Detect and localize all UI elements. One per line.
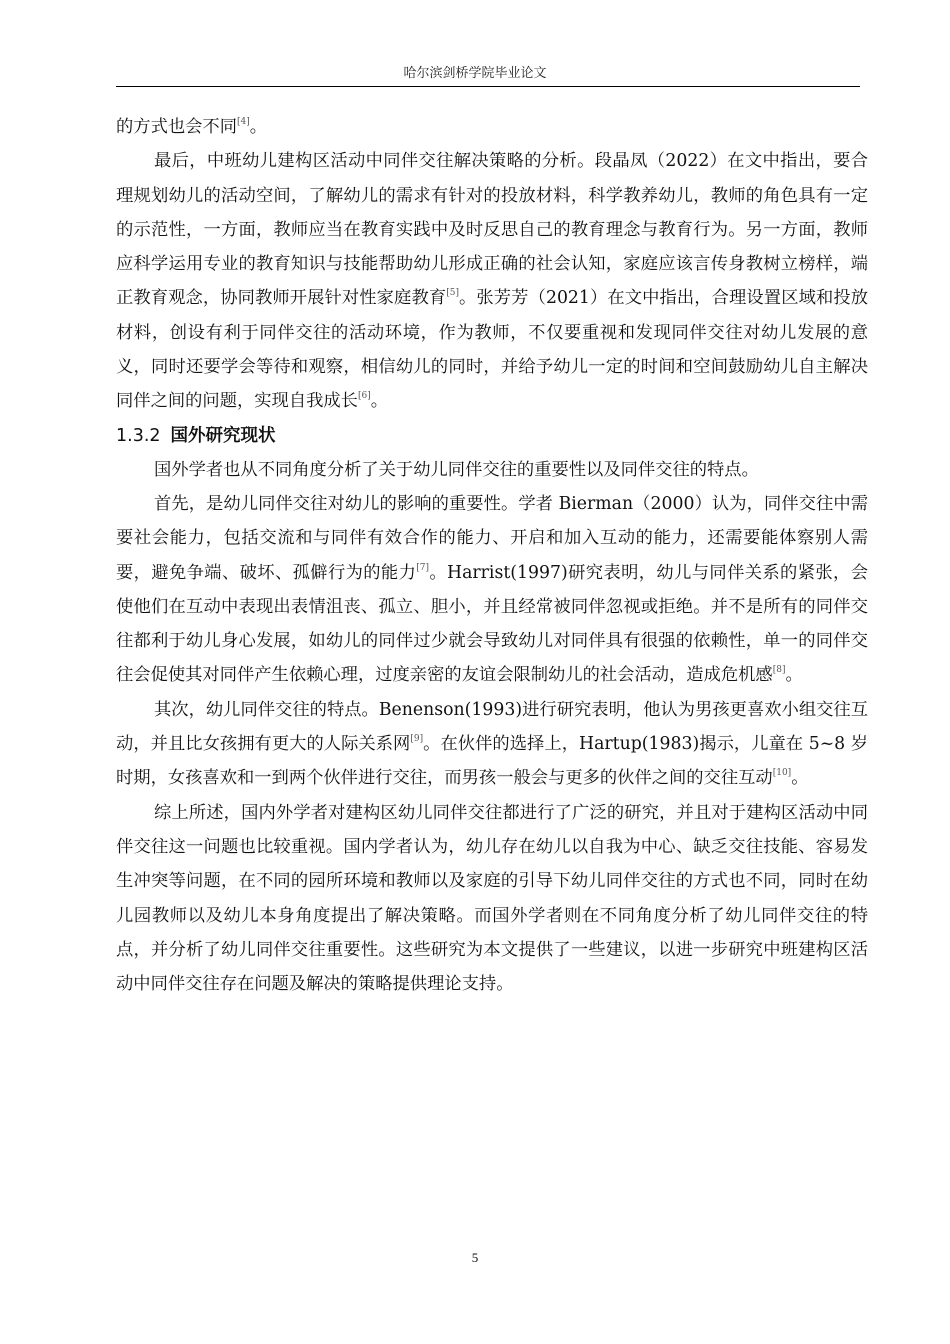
- paragraph-domestic-strategies: [116, 144, 868, 418]
- citation-ref: [10]: [772, 768, 792, 779]
- section-title: 国外研究现状: [170, 425, 276, 446]
- paragraph-continued: [116, 110, 868, 144]
- paragraph-text: 。: [785, 665, 803, 686]
- paragraph-text: 。Harrist(1997)研究表明，幼儿与同伴关系的紧张，会使他们在互动中表现出表情沮丧、孤立、胆小，并且经常被同伴忽视或拒绝。并不是所有的同伴交往都利于幼儿身心发展，如幼儿的同伴过少就会导致幼儿对同伴具有很强的依赖性，单一的同伴交往会促使其对同伴产生依赖心理，过度亲密的友谊会限制幼儿的社会活动，造成危机感: [116, 562, 868, 686]
- section-heading: [116, 419, 868, 453]
- citation-ref: [6]: [357, 391, 371, 402]
- paragraph-text: 的方式也会不同: [116, 117, 237, 137]
- paragraph-text: 。: [249, 117, 268, 137]
- paragraph-text: 综上所述，国内外学者对建构区幼儿同伴交往都进行了广泛的研究，并且对于建构区活动中同伴交往这一问题也比较重视。国内学者认为，幼儿存在幼儿以自我为中心、缺乏交往技能、容易发生冲突等问题，在不同的园所环境和教师以及家庭的引导下幼儿同伴交往的方式也不同，同时在幼儿园教师以及幼儿本身角度提出了解决策略。而国外学者则在不同角度分析了幼儿同伴交往的特点，并分析了幼儿同伴交往重要性。这些研究为本文提供了一些建议，以进一步研究中班建构区活动中同伴交往存在问题及解决的策略提供理论支持。: [116, 802, 868, 995]
- paragraph-text: 其次，幼儿同伴交往的特点。Benenson(1993)进行研究表明，他认为男孩更喜欢小组交往互动，并且比女孩拥有更大的人际关系网: [116, 699, 868, 755]
- citation-ref: [5]: [446, 288, 459, 299]
- paragraph-text: 。: [370, 391, 388, 412]
- paragraph-text: 。在伙伴的选择上，Hartup(1983)揭示，儿童在 5~8 岁时期，女孩喜欢和一到两个伙伴进行交往，而男孩一般会与更多的伙伴之间的交往互动: [116, 734, 868, 789]
- paragraph-text: 首先，是幼儿同伴交往对幼儿的影响的重要性。学者 Bierman（2000）认为，同伴交往中需要社会能力，包括交流和与同伴有效合作的能力、开启和加入互动的能力，还需要能体察别人需要，避免争端、破坏、孤僻行为的能力: [116, 493, 868, 583]
- paragraph-characteristics: [116, 693, 868, 796]
- paragraph-importance: [116, 487, 868, 693]
- citation-ref: [8]: [772, 665, 786, 676]
- paragraph-intro: [116, 453, 868, 487]
- paragraph-summary: [116, 796, 868, 1002]
- paragraph-text: 国外学者也从不同角度分析了关于幼儿同伴交往的重要性以及同伴交往的特点。: [154, 459, 759, 480]
- citation-ref: [9]: [410, 734, 424, 745]
- paragraph-text: 最后，中班幼儿建构区活动中同伴交往解决策略的分析。段晶凤（2022）在文中指出，要合理规划幼儿的活动空间，了解幼儿的需求有针对的投放材料，科学教养幼儿，教师的角色具有一定的示范性，一方面，教师应当在教育实践中及时反思自己的教育理念与教育行为。另一方面，教师应科学运用专业的教育知识与技能帮助幼儿形成正确的社会认知，家庭应该言传身教树立榜样，端正教育观念，协同教师开展针对性家庭教育: [116, 151, 868, 309]
- paragraph-text: 。: [791, 768, 809, 789]
- citation-ref: [7]: [416, 562, 429, 573]
- header-rule: [116, 86, 860, 87]
- running-header: 哈尔滨剑桥学院毕业论文: [403, 65, 547, 80]
- section-number: 1.3.2: [116, 425, 161, 446]
- paragraph-text: 。张芳芳（2021）在文中指出，合理设置区域和投放材料，创设有利于同伴交往的活动环境，作为教师，不仅要重视和发现同伴交往对幼儿发展的意义，同时还要学会等待和观察，相信幼儿的同时，并给予幼儿一定的时间和空间鼓励幼儿自主解决同伴之间的问题，实现自我成长: [116, 288, 868, 412]
- page-body: [116, 110, 868, 1001]
- citation-ref: [4]: [236, 117, 250, 127]
- page-number: 5: [471, 1250, 479, 1265]
